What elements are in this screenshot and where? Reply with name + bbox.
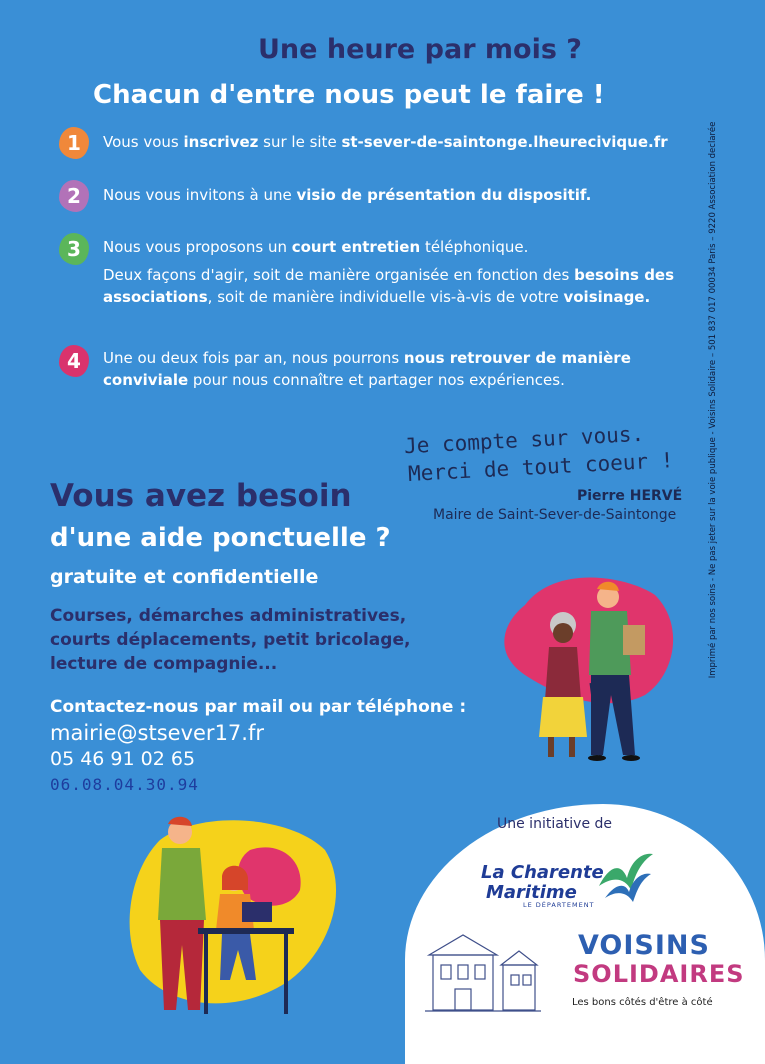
step-1-website: st-sever-de-saintonge.lheurecivique.fr xyxy=(341,133,668,151)
elder-leg xyxy=(548,737,554,757)
contact-email[interactable]: mairie@stsever17.fr xyxy=(50,721,264,745)
step-4-number: 4 xyxy=(67,349,81,373)
elder-skirt xyxy=(539,697,587,737)
handwritten-note-line-2: Merci de tout coeur ! xyxy=(407,448,674,486)
help-subheading: d'une aide ponctuelle ? xyxy=(50,523,391,553)
step-3-strong: court entretien xyxy=(291,238,421,256)
mayor-title: Maire de Saint-Sever-de-Saintonge xyxy=(433,507,677,523)
step-3-text xyxy=(103,236,703,308)
step-2-part: Nous vous invitons à une xyxy=(103,186,297,204)
step-1-text xyxy=(103,131,703,153)
step-3-part: , soit de manière individuelle vis-à-vis de votre xyxy=(207,288,564,306)
step-4-badge xyxy=(59,345,89,377)
step-3-part: Deux façons d'agir, soit de manière organisée en fonction des xyxy=(103,266,575,284)
step-4-strong: nous retrouver de manière conviviale xyxy=(103,349,631,389)
step-1-badge xyxy=(59,127,89,159)
birds-logo-icon xyxy=(595,848,655,906)
desk-leg xyxy=(204,934,208,1014)
step-1-part: Vous vous xyxy=(103,133,184,151)
laptop xyxy=(242,902,272,922)
charente-maritime-logo-line-3: LE DÉPARTEMENT xyxy=(523,901,595,909)
walking-seniors-illustration xyxy=(485,565,685,770)
step-3-line-1 xyxy=(103,236,703,258)
step-2-strong: visio de présentation du dispositif. xyxy=(296,186,592,204)
help-tagline: gratuite et confidentielle xyxy=(50,566,319,588)
contact-label: Contactez-nous par mail ou par téléphone : xyxy=(50,697,467,717)
step-3-badge xyxy=(59,233,89,265)
voisins-solidaires-logo-line-2: SOLIDAIRES xyxy=(573,960,745,988)
step-1-part: sur le site xyxy=(258,133,342,151)
step-3-part: téléphonique. xyxy=(420,238,529,256)
step-4-text xyxy=(103,347,633,391)
step-2-text xyxy=(103,184,703,206)
step-1-strong: inscrivez xyxy=(183,133,259,151)
elder-torso xyxy=(545,647,581,700)
handwritten-note-line-1: Je compte sur vous. xyxy=(403,421,645,459)
initiative-label: Une initiative de xyxy=(497,816,613,832)
step-3-strong: besoins des associations xyxy=(103,266,675,306)
elder-face xyxy=(553,623,573,643)
step-2-badge xyxy=(59,180,89,212)
desk-top xyxy=(198,928,294,934)
services-list: Courses, démarches administratives, courts déplacements, petit bricolage, lecture de compagnie... xyxy=(50,606,411,674)
legal-side-note xyxy=(703,20,723,780)
computer-help-illustration xyxy=(120,810,350,1024)
helper-shoe xyxy=(622,755,640,761)
town-hall-sketch xyxy=(423,925,543,1017)
helper-legs xyxy=(591,675,635,755)
elder-leg xyxy=(569,737,575,757)
charente-maritime-logo-line-2: Maritime xyxy=(486,882,577,903)
step-3-strong: voisinage. xyxy=(563,288,651,306)
page-subtitle: Chacun d'entre nous peut le faire ! xyxy=(93,80,605,110)
contact-phone-handwritten: 06.08.04.30.94 xyxy=(50,775,199,794)
desk-leg xyxy=(284,934,288,1014)
contact-phone[interactable]: 05 46 91 02 65 xyxy=(50,748,196,770)
step-2-number: 2 xyxy=(67,184,81,208)
step-4-part: pour nous connaître et partager nos expériences. xyxy=(188,371,565,389)
help-heading: Vous avez besoin xyxy=(50,478,352,514)
page-title: Une heure par mois ? xyxy=(258,34,582,65)
step-3-line-2 xyxy=(103,264,693,308)
legal-side-note-text: Imprimé par nos soins - Ne pas jeter sur la voie publique - Voisins Solidaire – 501 837 017 00034 Paris – 9220 Association declarée xyxy=(708,121,718,679)
bird-shape xyxy=(599,854,653,890)
step-3-number: 3 xyxy=(67,237,81,261)
man-torso xyxy=(158,848,206,920)
voisins-solidaires-tagline: Les bons côtés d'être à côté xyxy=(572,997,713,1008)
mayor-name: Pierre HERVÉ xyxy=(577,488,683,504)
step-1-number: 1 xyxy=(67,131,81,155)
pink-blob xyxy=(504,578,673,704)
step-4-part: Une ou deux fois par an, nous pourrons xyxy=(103,349,404,367)
step-3-part: Nous vous proposons un xyxy=(103,238,292,256)
charente-maritime-logo-line-1: La Charente xyxy=(481,862,604,883)
voisins-solidaires-logo-line-1: VOISINS xyxy=(578,930,710,961)
helper-shoe xyxy=(588,755,606,761)
grocery-bag xyxy=(623,625,645,655)
